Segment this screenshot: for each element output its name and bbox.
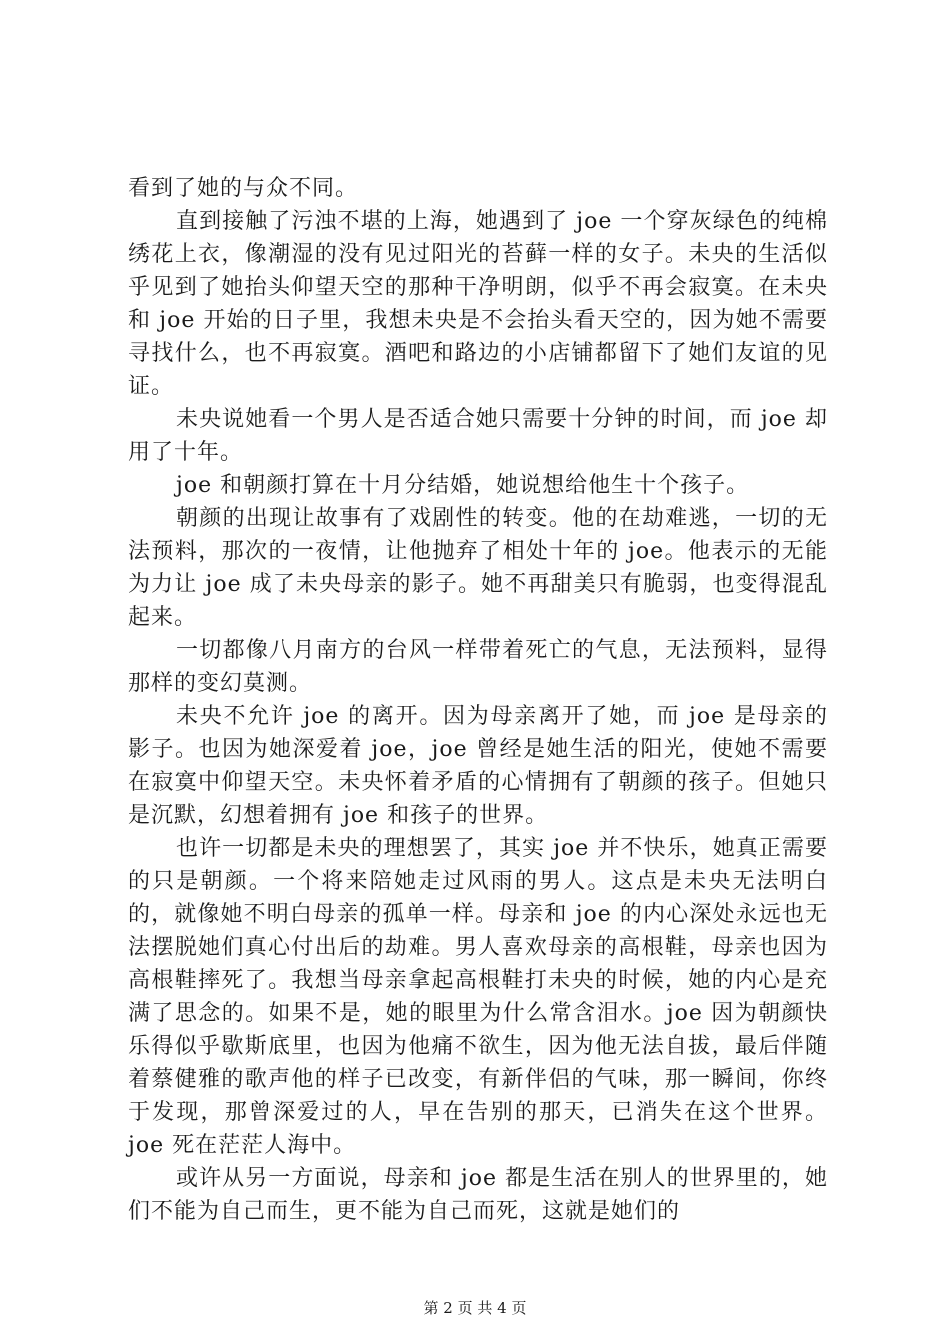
page-footer <box>0 1297 950 1318</box>
paragraph-3: 未央说她看一个男人是否适合她只需要十分钟的时间，而 joe 却用了十年。 <box>128 407 828 465</box>
paragraph-7: 未央不允许 joe 的离开。因为母亲离开了她，而 joe 是母亲的影子。也因为她深爱着 joe，joe 曾经是她生活的阳光，使她不需要在寂寞中仰望天空。未央怀着矛盾的心情拥有了朝颜的孩子。但她只是沉默，幻想着拥有 joe 和孩子的世界。 <box>128 704 828 828</box>
document-body <box>128 172 828 1228</box>
paragraph-5: 朝颜的出现让故事有了戏剧性的转变。他的在劫难逃，一切的无法预料，那次的一夜情，让他抛弃了相处十年的 joe。他表示的无能为力让 joe 成了未央母亲的影子。她不再甜美只有脆弱，也变得混乱起来。 <box>128 506 828 630</box>
paragraph-9: 或许从另一方面说，母亲和 joe 都是生活在别人的世界里的，她们不能为自己而生，更不能为自己而死，这就是她们的 <box>128 1166 828 1224</box>
paragraph-8: 也许一切都是未央的理想罢了，其实 joe 并不快乐，她真正需要的只是朝颜。一个将来陪她走过风雨的男人。这点是未央无法明白的，就像她不明白母亲的孤单一样。母亲和 joe 的内心深处永远也无法摆脱她们真心付出后的劫难。男人喜欢母亲的高根鞋，母亲也因为高根鞋摔死了。我想当母亲拿起高根鞋打未央的时候，她的内心是充满了思念的。如果不是，她的眼里为什么常含泪水。joe 因为朝颜快乐得似乎歇斯底里，也因为他痛不欲生，因为他无法自拔，最后伴随着蔡健雅的歌声他的样子已改变，有新伴侣的气味，那一瞬间，你终于发现，那曾深爱过的人，早在告别的那天，已消失在这个世界。joe 死在茫茫人海中。 <box>128 836 828 1158</box>
paragraph-4: joe 和朝颜打算在十月分结婚，她说想给他生十个孩子。 <box>176 473 750 498</box>
paragraph-2: 直到接触了污浊不堪的上海，她遇到了 joe 一个穿灰绿色的纯棉绣花上衣，像潮湿的没有见过阳光的苔藓一样的女子。未央的生活似乎见到了她抬头仰望天空的那种干净明朗，似乎不再会寂寞。在未央和 joe 开始的日子里，我想未央是不会抬头看天空的，因为她不需要寻找什么，也不再寂寞。酒吧和路边的小店铺都留下了她们友谊的见证。 <box>128 209 828 399</box>
paragraph-6: 一切都像八月南方的台风一样带着死亡的气息，无法预料，显得那样的变幻莫测。 <box>128 638 828 696</box>
paragraph-1: 看到了她的与众不同。 <box>128 176 359 201</box>
page-number-label: 第 2 页 共 4 页 <box>423 1299 527 1317</box>
